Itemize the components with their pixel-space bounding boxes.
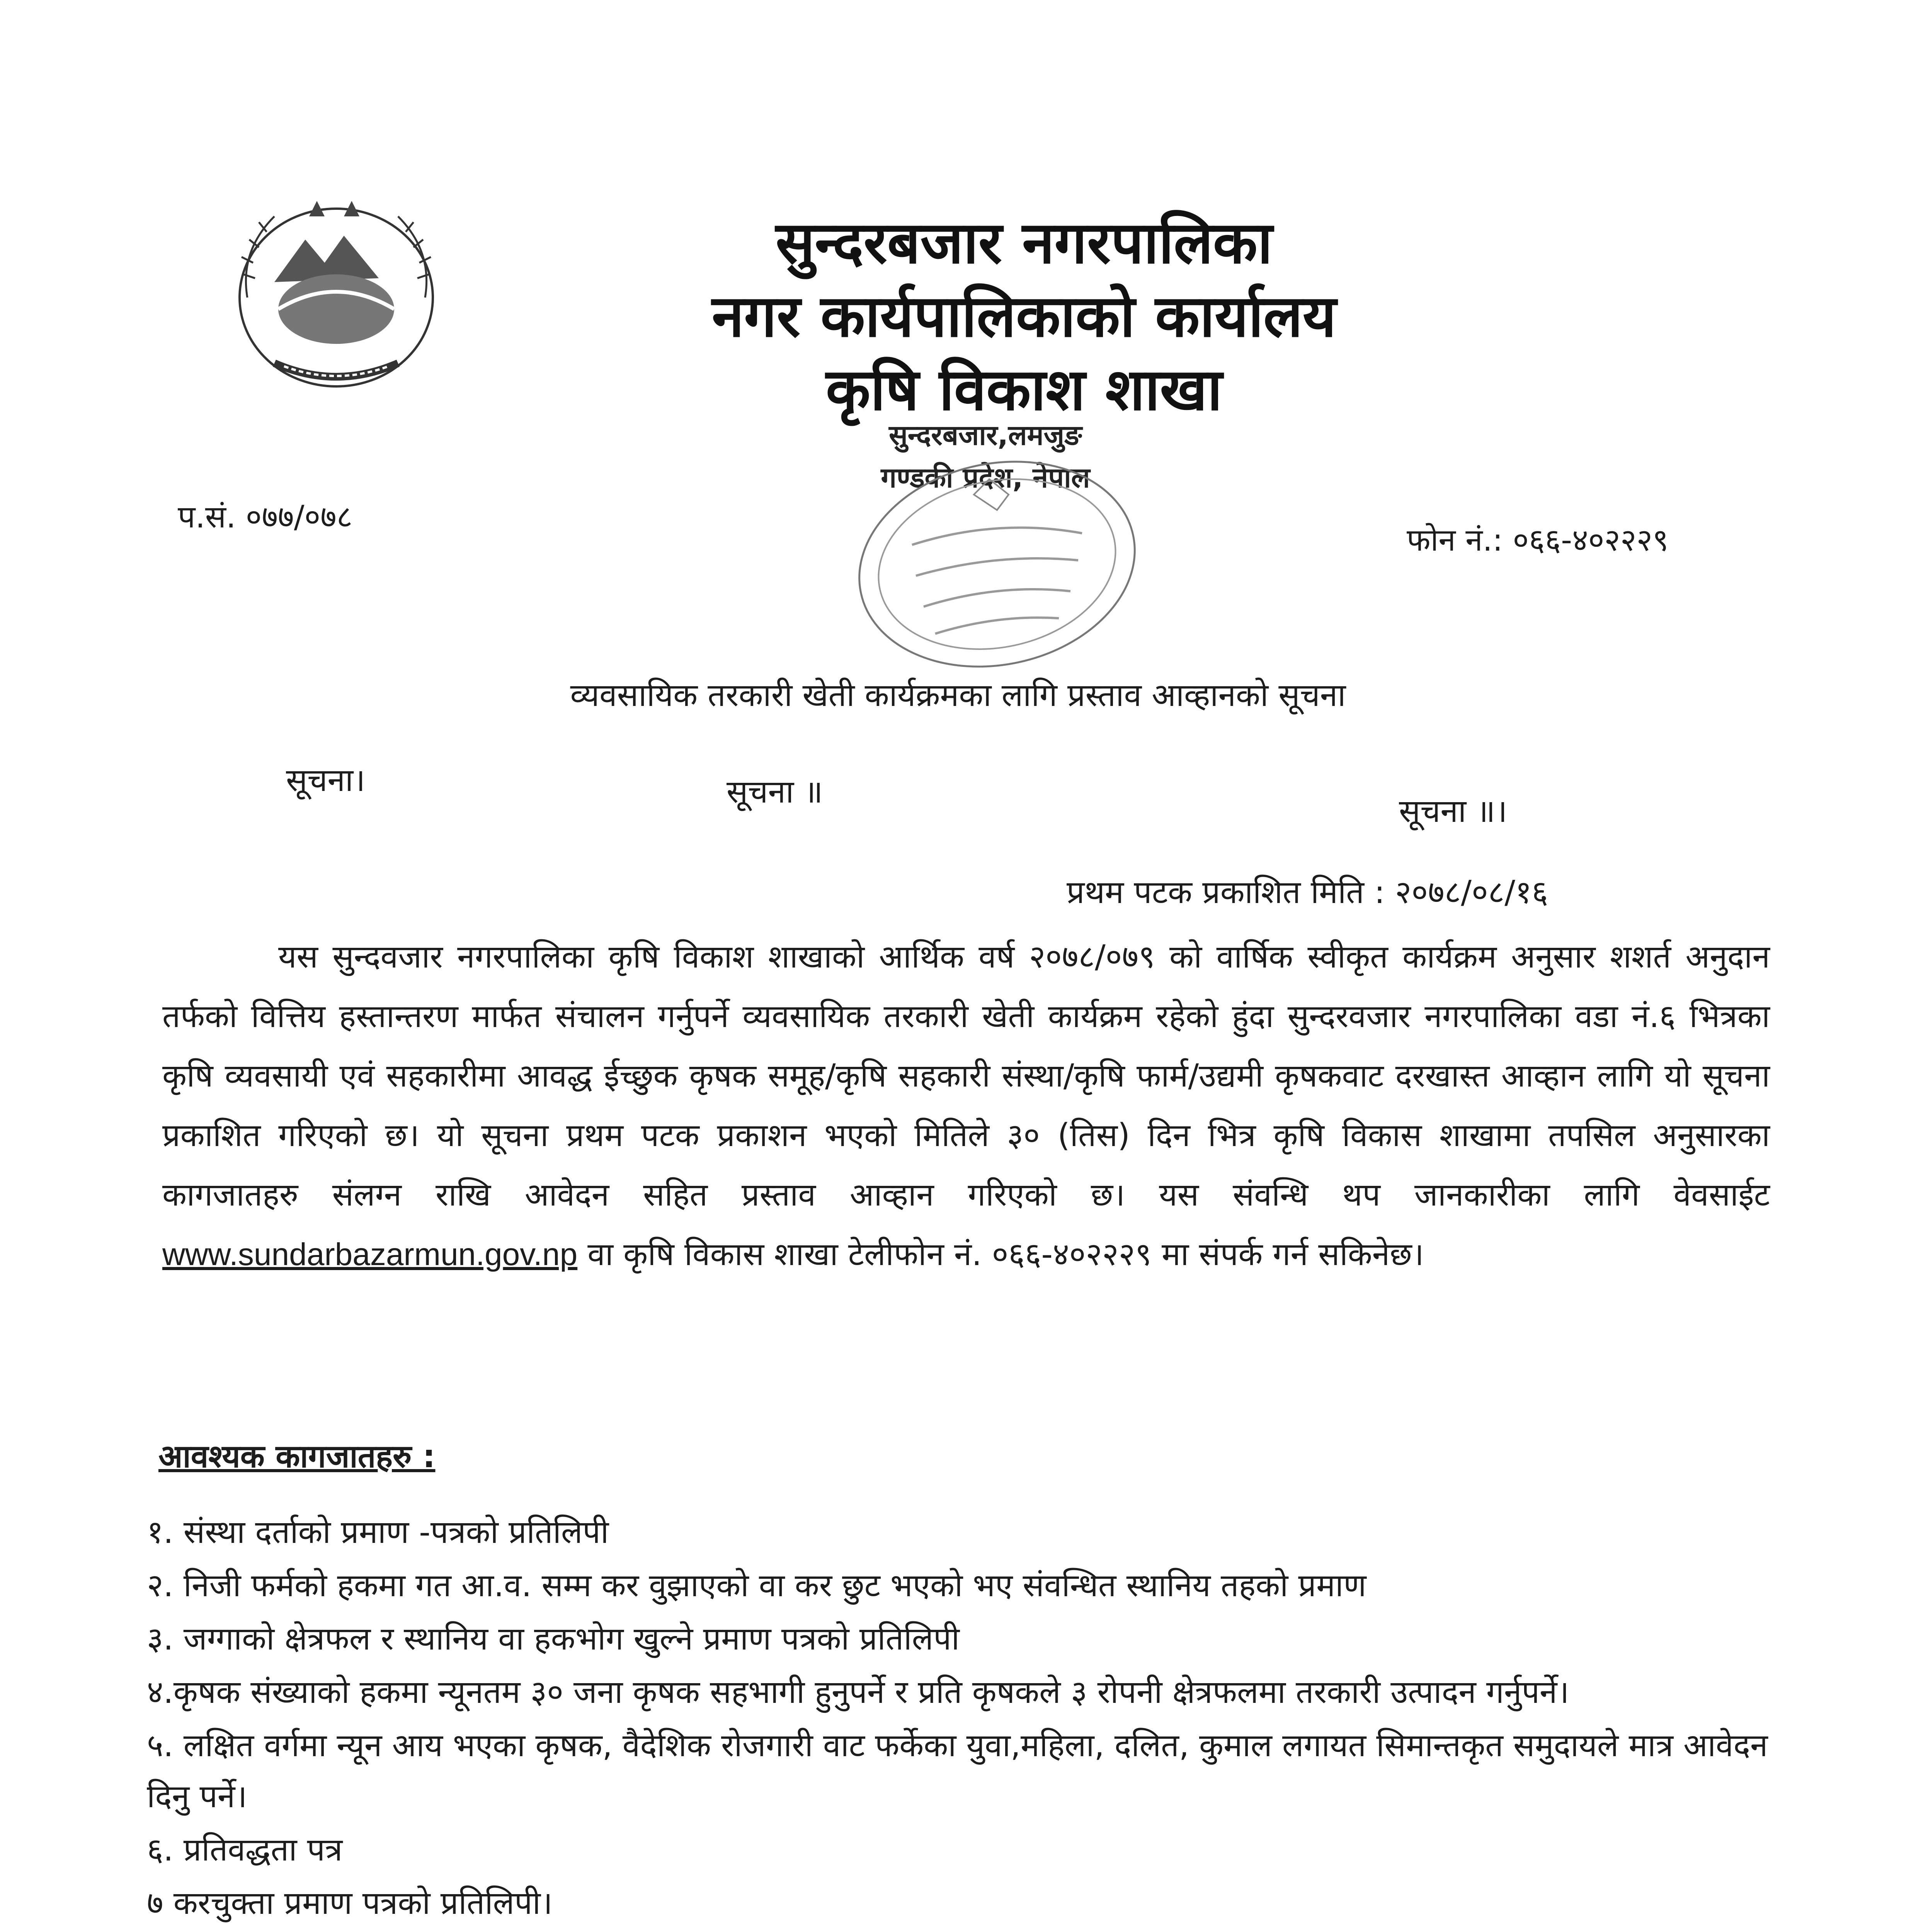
notice-subject: व्यवसायिक तरकारी खेती कार्यक्रमका लागि प्रस्ताव आव्हानको सूचना [570,677,1346,714]
office-name: सुन्दरबजार नगरपालिका [776,209,1273,277]
requirement-item: २. निजी फर्मको हकमा गत आ.व. सम्म कर वुझाएको वा कर छुट भएको भए संवन्धित स्थानिय तहको प्रमाण [147,1567,1366,1604]
requirement-item: ५. लक्षित वर्गमा न्यून आय भएका कृषक, वैदेशिक रोजगारी वाट फर्केका युवा,महिला, दलित, कुमाल लगायत सिमान्तकृत समुदायले मात्र आवेदन दिनु पर्ने। [147,1727,1768,1815]
website-link[interactable]: www.sundarbazarmun.gov.np [162,1237,578,1272]
body-text-part-2: वा कृषि विकास शाखा टेलीफोन नं. ०६६-४०२२२९ मा संपर्क गर्न सकिनेछ। [587,1236,1424,1273]
requirement-item: ४.कृषक संख्याको हकमा न्यूनतम ३० जना कृषक सहभागी हुनुपर्ने र प्रति कृषकले ३ रोपनी क्षेत्रफलमा तरकारी उत्पादन गर्नुपर्ने। [147,1674,1569,1711]
requirements-title: आवश्यक कागजातहरु : [158,1438,436,1475]
office-subtitle: नगर कार्यपालिकाको कार्यालय [712,283,1336,350]
office-stamp [827,437,1167,676]
publish-date: प्रथम पटक प्रकाशित मिति : २०७८/०८/१६ [1067,874,1548,911]
notice-label-3: सूचना ॥। [1399,793,1508,830]
body-text-part-1: यस सुन्दवजार नगरपालिका कृषि विकाश शाखाको आर्थिक वर्ष २०७८/०७९ को वार्षिक स्वीकृत कार्यक्रम अनुसार शशर्त अनुदान तर्फको वित्तिय हस्तान्तरण मार्फत संचालन गर्नुपर्ने व्यवसायिक तरकारी खेती कार्यक्रम रहेको हुंदा सुन्दरवजार नगरपालिका वडा नं.६ भित्रका कृषि व्यवसायी एवं सहकारीमा आवद्ध ईच्छुक कृषक समूह/कृषि सहकारी संस्था/कृषि फार्म/उद्यमी कृषकवाट दरखास्त आव्हान लागि यो सूचना प्रकाशित गरिएको छ। यो सूचना प्रथम पटक प्रकाशन भएको मितिले ३० (तिस) दिन भित्र कृषि विकास शाखामा तपसिल अनुसारका कागजातहरु संलग्न राखि आवेदन सहित प्रस्ताव आव्हान गरिएको छ। यस संवन्धि थप जानकारीका लागि वेवसाईट [162,939,1770,1213]
address-line-1: सुन्दरबजार,लमजुङ [889,419,1082,451]
notice-label-1: सूचना। [286,762,366,799]
requirement-item: ७ करचुक्ता प्रमाण पत्रको प्रतिलिपी। [147,1885,553,1922]
address-line-2: गण्डकी प्रदेश, नेपाल [881,461,1090,494]
reference-number: प.सं. ०७७/०७८ [178,499,353,535]
phone-number: फोन नं.: ०६६-४०२२२९ [1407,522,1669,558]
branch-name: कृषि विकाश शाखा [826,356,1222,423]
requirements-list [147,1507,1770,1932]
requirement-item: ६. प्रतिवद्धता पत्र [147,1832,343,1868]
notice-label-2: सूचना ॥ [727,774,823,810]
nepal-government-emblem [216,182,456,398]
requirement-item: ३. जग्गाको क्षेत्रफल र स्थानिय वा हकभोग खुल्ने प्रमाण पत्रको प्रतिलिपी [147,1621,960,1657]
requirement-item: १. संस्था दर्ताको प्रमाण -पत्रको प्रतिलिपी [147,1514,609,1551]
notice-body [162,927,1770,1284]
